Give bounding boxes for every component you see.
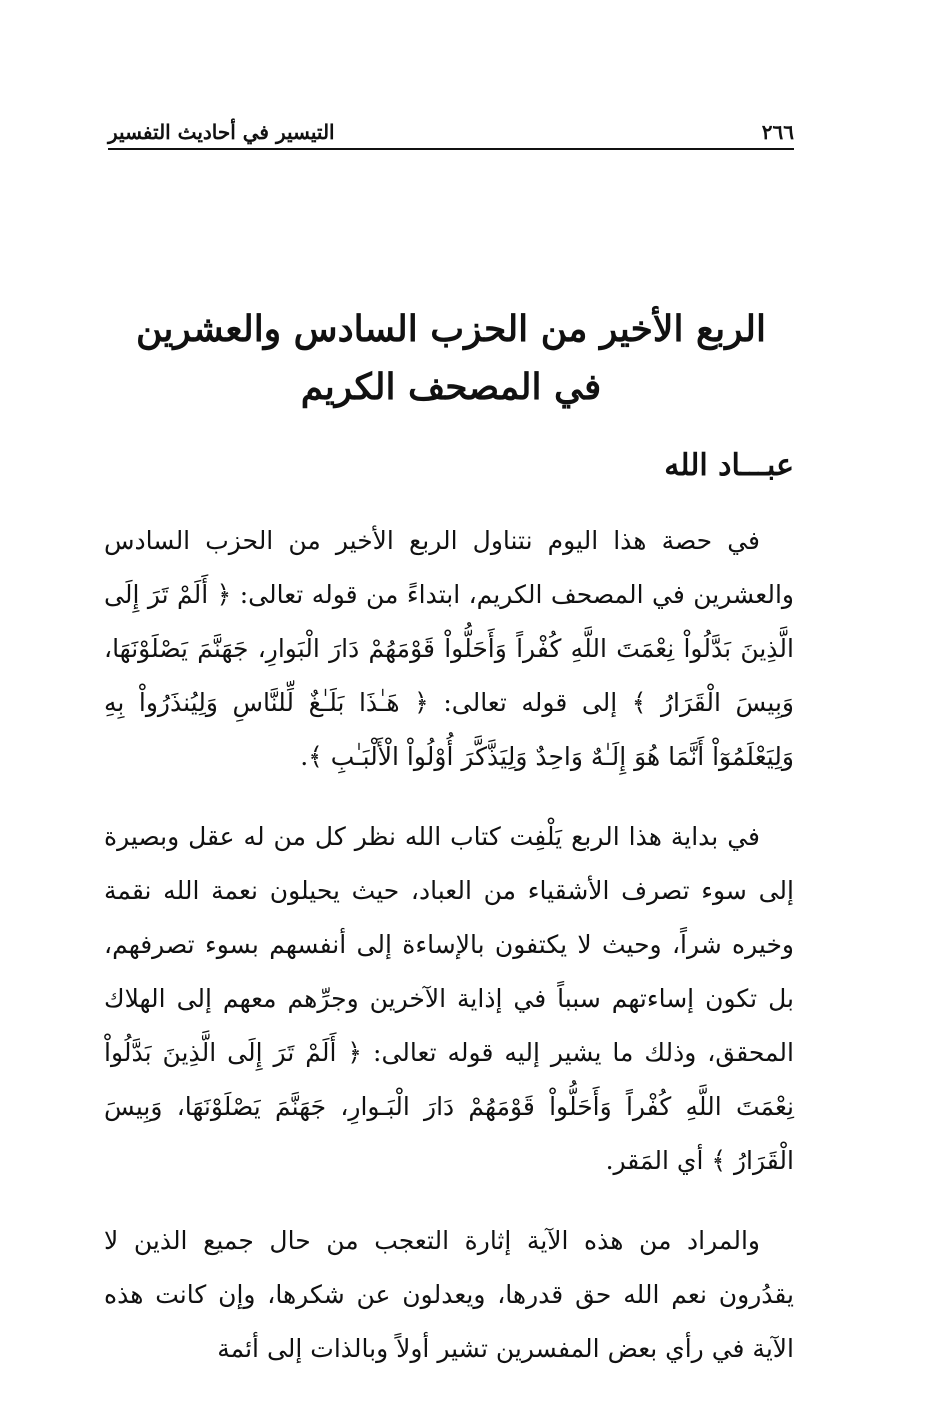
chapter-title (108, 300, 794, 416)
body-text (104, 514, 794, 1402)
paragraph-3: والمراد من هذه الآية إثارة التعجب من حال جميع الذين لا يقدُرون نعم الله حق قدرها، ويعدلون عن شكرها، وإن كانت هذه الآية في رأي بعض المفسرين تشير أولاً وبالذات إلى أئمة (104, 1226, 794, 1363)
chapter-title-line-1: الربع الأخير من الحزب السادس والعشرين (136, 308, 766, 350)
paragraph-2: في بداية هذا الربع يَلْفِت كتاب الله نظر كل من له عقل وبصيرة إلى سوء تصرف الأشقياء من العباد، حيث يحيلون نعمة الله نقمة وخيره شراً، وحيث لا يكتفون بالإساءة إلى أنفسهم بسوء تصرفهم، بل تكون إساءتهم سبباً في إذاية الآخرين وجرِّهم معهم إلى الهلاك المحقق، وذلك ما يشير إليه قوله تعالى: ﴿ أَلَمْ تَرَ إِلَى الَّذِينَ بَدَّلُواْ نِعْمَتَ اللَّهِ كُفْراً وَأَحَلُّواْ قَوْمَهُمْ دَارَ الْبَـوارِ، جَهَنَّمَ يَصْلَوْنَهَا، وَبِيسَ الْقَرَارُ ﴾ أي المَقر. (104, 822, 794, 1175)
chapter-title-line-2: في المصحف الكريم (300, 366, 602, 408)
paragraph-1: في حصة هذا اليوم نتناول الربع الأخير من الحزب السادس والعشرين في المصحف الكريم، ابتداءً من قوله تعالى: ﴿ أَلَمْ تَرَ إِلَى الَّذِينَ بَدَّلُواْ نِعْمَتَ اللَّهِ كُفْراً وَأَحَلُّواْ قَوْمَهُمْ دَارَ الْبَوارِ، جَهَنَّمَ يَصْلَوْنَهَا، وَبِيسَ الْقَرَارُ ﴾ إلى قوله تعالى: ﴿ هَـٰذَا بَلَـٰغٌ لِّلنَّاسِ وَلِيُنذَرُواْ بِهِ وَلِيَعْلَمُوٓاْ أَنَّمَا هُوَ إِلَـٰهٌ وَاحِدٌ وَلِيَذَّكَّرَ أُوْلُواْ الْأَلْبَـٰبِ ﴾. (104, 526, 794, 771)
section-heading: عبـــاد الله (664, 448, 794, 483)
running-header (108, 116, 794, 150)
book-title: التيسير في أحاديث التفسير (108, 120, 335, 144)
page-number: ٢٦٦ (761, 120, 794, 144)
